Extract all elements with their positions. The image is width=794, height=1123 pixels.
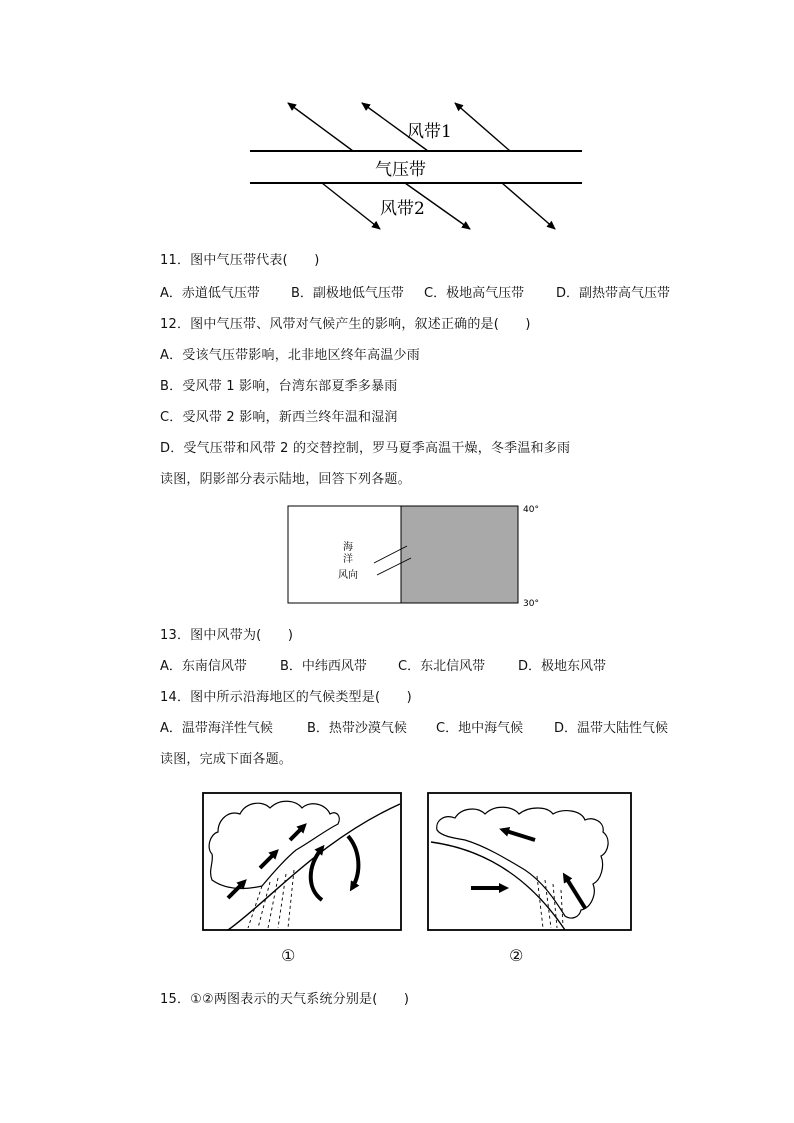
option-d: D．极地东风带 xyxy=(518,659,607,674)
question-12-option-c: C．受风带 2 影响，新西兰终年温和湿润 xyxy=(160,410,398,425)
pressure-wind-belt-diagram xyxy=(240,95,590,240)
pressure-belt-label: 气压带 xyxy=(375,160,426,180)
wind-arrow xyxy=(455,103,510,151)
option-a: A．赤道低气压带 xyxy=(160,286,260,301)
option-c: C．地中海气候 xyxy=(436,721,524,736)
ocean-label-2: 洋 xyxy=(343,554,353,565)
option-b: B．中纬西风带 xyxy=(280,659,367,674)
front-diagram-2 xyxy=(425,790,635,935)
question-12-option-d: D．受气压带和风带 2 的交替控制，罗马夏季高温干燥，冬季温和多雨 xyxy=(160,441,571,456)
wind-arrow xyxy=(502,183,555,229)
option-b: B．副极地低气压带 xyxy=(291,286,404,301)
front-diagram-1 xyxy=(200,790,405,935)
question-12-stem: 12．图中气压带、风带对气候产生的影响，叙述正确的是( ) xyxy=(160,317,531,332)
ocean-label-1: 海 xyxy=(343,542,353,553)
option-d: D．温带大陆性气候 xyxy=(554,721,669,736)
wind-arrow xyxy=(288,103,353,151)
question-14-stem: 14．图中所示沿海地区的气候类型是( ) xyxy=(160,690,412,705)
option-c: C．极地高气压带 xyxy=(424,286,525,301)
option-a: A．温带海洋性气候 xyxy=(160,721,273,736)
wind-belt-1-label: 风带1 xyxy=(407,122,452,142)
question-11-stem: 11．图中气压带代表( ) xyxy=(160,253,320,268)
wind-belt-2-label: 风带2 xyxy=(380,199,425,219)
option-a: A．东南信风带 xyxy=(160,659,247,674)
question-15-stem: 15．①②两图表示的天气系统分别是( ) xyxy=(160,992,410,1007)
latitude-40-label: 40° xyxy=(523,505,539,515)
reading-instruction-3: 读图，完成下面各题。 xyxy=(160,752,293,767)
wind-arrow xyxy=(322,183,380,229)
land-area xyxy=(401,506,518,603)
question-12-option-b: B．受风带 1 影响，台湾东部夏季多暴雨 xyxy=(160,379,398,394)
figure-label-1: ① xyxy=(281,946,296,965)
option-c: C．东北信风带 xyxy=(398,659,486,674)
option-b: B．热带沙漠气候 xyxy=(307,721,407,736)
question-12-option-a: A．受该气压带影响，北非地区终年高温少雨 xyxy=(160,348,420,363)
option-d: D．副热带高气压带 xyxy=(556,286,671,301)
coastal-wind-map xyxy=(280,498,560,610)
latitude-30-label: 30° xyxy=(523,599,539,609)
reading-instruction-2: 读图，阴影部分表示陆地，回答下列各题。 xyxy=(160,472,411,487)
question-13-stem: 13．图中风带为( ) xyxy=(160,628,294,643)
wind-direction-label: 风向 xyxy=(338,570,358,581)
figure-label-2: ② xyxy=(509,946,524,965)
